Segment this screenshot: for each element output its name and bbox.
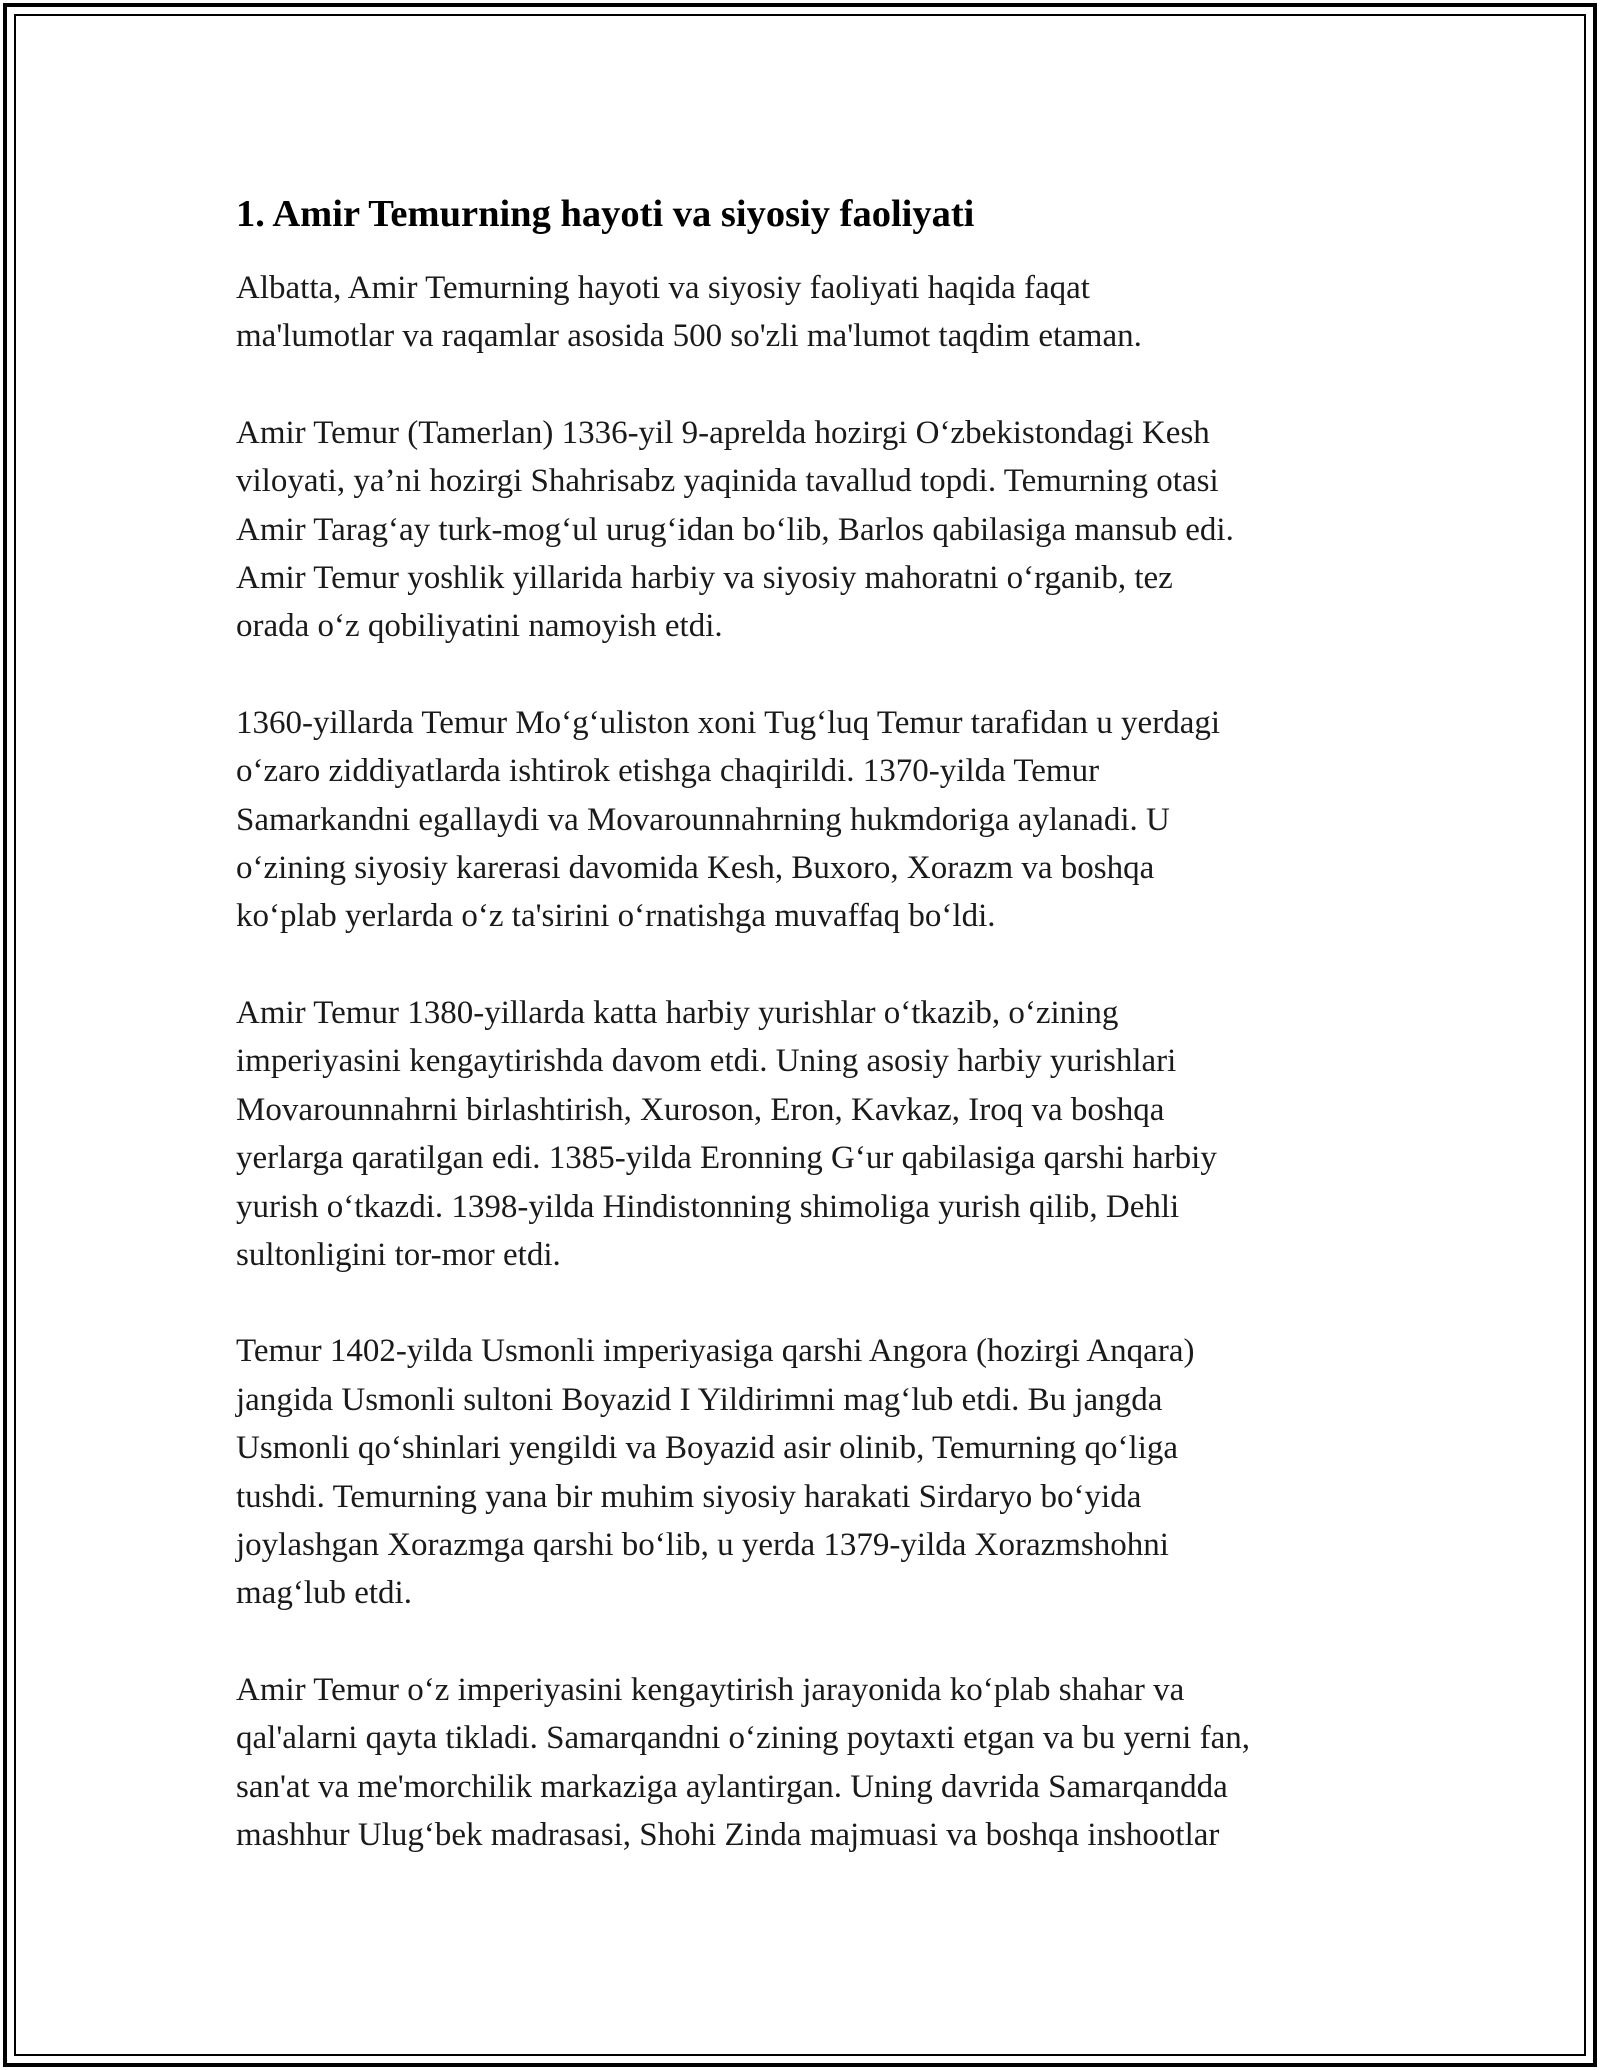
text-line: Amir Temur yoshlik yillarida harbiy va siyosiy mahoratni o‘rganib, tez	[236, 560, 1173, 597]
text-line: mashhur Ulug‘bek madrasasi, Shohi Zinda majmuasi va boshqa inshootlar	[236, 1816, 1220, 1853]
document-heading: 1. Amir Temurning hayoti va siyosiy faoliyati	[236, 193, 975, 235]
text-line: sultonligini tor-mor etdi.	[236, 1236, 561, 1273]
text-line: Movarounnahrni birlashtirish, Xuroson, Eron, Kavkaz, Iroq va boshqa	[236, 1091, 1165, 1128]
text-line: qal'alarni qayta tikladi. Samarqandni o‘zining poytaxti etgan va bu yerni fan,	[236, 1720, 1250, 1757]
text-line: imperiyasini kengaytirishda davom etdi. Uning asosiy harbiy yurishlari	[236, 1043, 1177, 1080]
text-line: ko‘plab yerlarda o‘z ta'sirini o‘rnatishga muvaffaq bo‘ldi.	[236, 898, 996, 935]
text-line: 1360-yillarda Temur Mo‘g‘uliston xoni Tug‘luq Temur tarafidan u yerdagi	[236, 704, 1221, 741]
paragraph-birth	[236, 409, 1396, 651]
text-line: Albatta, Amir Temurning hayoti va siyosiy faoliyati haqida faqat	[236, 270, 1090, 306]
paragraph-rise-to-power	[236, 699, 1396, 941]
text-line: Amir Temur (Tamerlan) 1336-yil 9-aprelda hozirgi O‘zbekistondagi Kesh	[236, 414, 1210, 451]
text-line: san'at va me'morchilik markaziga aylantirgan. Uning davrida Samarqandda	[236, 1768, 1228, 1805]
text-line: o‘zining siyosiy karerasi davomida Kesh, Buxoro, Xorazm va boshqa	[236, 850, 1155, 887]
text-line: jangida Usmonli sultoni Boyazid I Yildirimni mag‘lub etdi. Bu jangda	[236, 1381, 1163, 1418]
text-line: joylashgan Xorazmga qarshi bo‘lib, u yerda 1379-yilda Xorazmshohni	[236, 1526, 1169, 1563]
text-line: Usmonli qo‘shinlari yengildi va Boyazid asir olinib, Temurning qo‘liga	[236, 1430, 1179, 1467]
text-line: ma'lumotlar va raqamlar asosida 500 so'zli ma'lumot taqdim etaman.	[236, 318, 1142, 355]
text-line: o‘zaro ziddiyatlarda ishtirok etishga chaqirildi. 1370-yilda Temur	[236, 753, 1100, 790]
text-line: mag‘lub etdi.	[236, 1575, 412, 1612]
document-page	[236, 186, 1396, 1907]
paragraph-campaigns	[236, 989, 1396, 1279]
text-line: orada o‘z qobiliyatini namoyish etdi.	[236, 608, 723, 645]
text-line: yerlarga qaratilgan edi. 1385-yilda Eronning G‘ur qabilasiga qarshi harbiy	[236, 1140, 1217, 1177]
text-line: viloyati, ya’ni hozirgi Shahrisabz yaqinida tavallud topdi. Temurning otasi	[236, 463, 1219, 500]
text-line: Temur 1402-yilda Usmonli imperiyasiga qarshi Angora (hozirgi Anqara)	[236, 1333, 1195, 1370]
text-line: yurish o‘tkazdi. 1398-yilda Hindistonning shimoliga yurish qilib, Dehli	[236, 1188, 1180, 1225]
paragraph-intro	[236, 264, 1396, 361]
text-line: Amir Temur o‘z imperiyasini kengaytirish jarayonida ko‘plab shahar va	[236, 1671, 1185, 1708]
paragraph-construction	[236, 1666, 1396, 1860]
text-line: tushdi. Temurning yana bir muhim siyosiy harakati Sirdaryo bo‘yida	[236, 1478, 1142, 1515]
paragraph-angora-battle	[236, 1327, 1396, 1617]
text-line: Amir Tarag‘ay turk-mog‘ul urug‘idan bo‘lib, Barlos qabilasiga mansub edi.	[236, 511, 1234, 548]
text-line: Samarkandni egallaydi va Movarounnahrning hukmdoriga aylanadi. U	[236, 801, 1170, 838]
text-line: Amir Temur 1380-yillarda katta harbiy yurishlar o‘tkazib, o‘zining	[236, 994, 1119, 1031]
